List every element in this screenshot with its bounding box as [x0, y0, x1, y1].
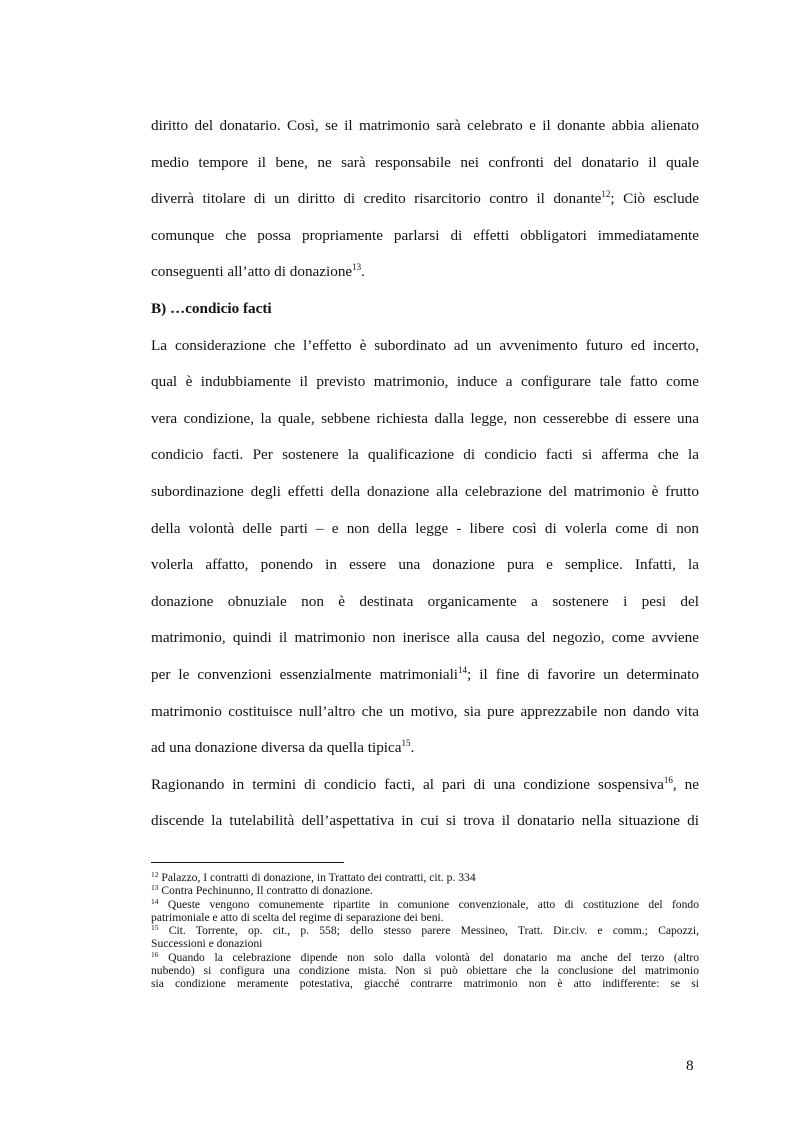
page-number: 8 [686, 1057, 694, 1074]
footnote-ref-13[interactable]: 13 [352, 262, 362, 273]
footnote-15 [151, 924, 699, 951]
text-span: conseguenti all’atto di donazione [151, 263, 353, 281]
text-span: , ne [672, 775, 699, 793]
text-span: ; Ciò esclude [610, 190, 699, 208]
footnote-text: patrimoniale e atto di scelta del regime di separazione dei beni. [151, 910, 444, 924]
text-line: matrimonio, quindi il matrimonio non inerisce alla causa del negozio, come avviene [151, 629, 699, 647]
footnote-ref-14[interactable]: 14 [458, 664, 468, 675]
text-line: qual è indubbiamente il previsto matrimonio, induce a configurare tale fatto come [151, 373, 699, 391]
footnote-number: 13 [151, 883, 159, 893]
text-span: . [361, 263, 365, 281]
text-line: medio tempore il bene, ne sarà responsabile nei confronti del donatario il quale [151, 153, 699, 171]
footnote-16 [151, 951, 699, 991]
footnote-13 [151, 884, 699, 897]
footnote-text: Quando la celebrazione dipende non solo dalla volontà del donatario ma anche del terzo (altro [158, 950, 699, 964]
footnote-text: Palazzo, I contratti di donazione, in Trattato dei contratti, cit. p. 334 [158, 871, 476, 884]
text-line: subordinazione degli effetti della donazione alla celebrazione del matrimonio è frutto [151, 482, 699, 500]
section-heading: B) …condicio facti [151, 299, 272, 317]
footnote-text: Cit. Torrente, op. cit., p. 558; dello stesso parere Messineo, Tratt. Dir.civ. e comm.; Capozzi, [158, 924, 699, 938]
text-span: ad una donazione diversa da quella tipica [151, 739, 402, 757]
text-line [151, 767, 699, 804]
text-line: diritto del donatario. Così, se il matrimonio sarà celebrato e il donante abbia alienato [151, 117, 699, 134]
text-line: vera condizione, la quale, sebbene richiesta dalla legge, non cesserebbe di essere una [151, 409, 699, 427]
footnote-text: Successioni e donazioni [151, 937, 263, 951]
text-line: condicio facti. Per sostenere la qualificazione di condicio facti si afferma che la [151, 446, 699, 464]
footnote-ref-16[interactable]: 16 [663, 774, 673, 785]
text-span: ; il fine di favorire un determinato [467, 665, 699, 683]
text-span: diverrà titolare di un diritto di credito risarcitorio contro il donante [151, 190, 602, 208]
footnote-number: 16 [151, 949, 159, 959]
footnote-text: Contra Pechinunno, Il contratto di donazione. [158, 884, 373, 898]
body-text [151, 108, 699, 840]
text-line [151, 254, 699, 291]
text-line [151, 181, 699, 218]
footnote-ref-15[interactable]: 15 [401, 738, 411, 749]
text-line: matrimonio costituisce null’altro che un motivo, sia pure apprezzabile non dando vita [151, 702, 699, 720]
text-line: La considerazione che l’effetto è subordinato ad un avvenimento futuro ed incerto, [151, 336, 699, 354]
text-line: donazione obnuziale non è destinata organicamente a sostenere i pesi del [151, 592, 699, 610]
footnote-number: 15 [151, 923, 159, 933]
text-span: per le convenzioni essenzialmente matrimoniali [151, 665, 459, 683]
text-line: comunque che possa propriamente parlarsi di effetti obbligatori immediatamente [151, 226, 699, 244]
text-span: . [410, 739, 415, 757]
footnote-12 [151, 871, 699, 884]
footnote-14 [151, 898, 699, 925]
text-line [151, 730, 699, 767]
text-line: della volontà delle parti – e non della legge - libere così di volerla come di non [151, 519, 699, 537]
footnote-ref-12[interactable]: 12 [601, 189, 611, 200]
footnote-separator [151, 862, 344, 863]
text-line [151, 657, 699, 694]
text-span: Ragionando in termini di condicio facti, al pari di una condizione sospensiva [151, 775, 664, 793]
footnote-text: sia condizione meramente potestativa, giacché contrarre matrimonio non è atto indifferente: se si [151, 977, 699, 991]
footnote-number: 12 [151, 870, 159, 879]
footnote-text: nubendo) si configura una condizione mista. Non si può obiettare che la conclusione del matrimonio [151, 964, 699, 978]
text-line: volerla affatto, ponendo in essere una donazione pura e semplice. Infatti, la [151, 556, 699, 574]
footnote-text: Queste vengono comunemente ripartite in comunione convenzionale, atto di costituzione del fondo [158, 897, 699, 911]
footnotes [151, 871, 699, 991]
text-line: discende la tutelabilità dell’aspettativa in cui si trova il donatario nella situazione di [151, 812, 699, 830]
footnote-number: 14 [151, 896, 159, 906]
